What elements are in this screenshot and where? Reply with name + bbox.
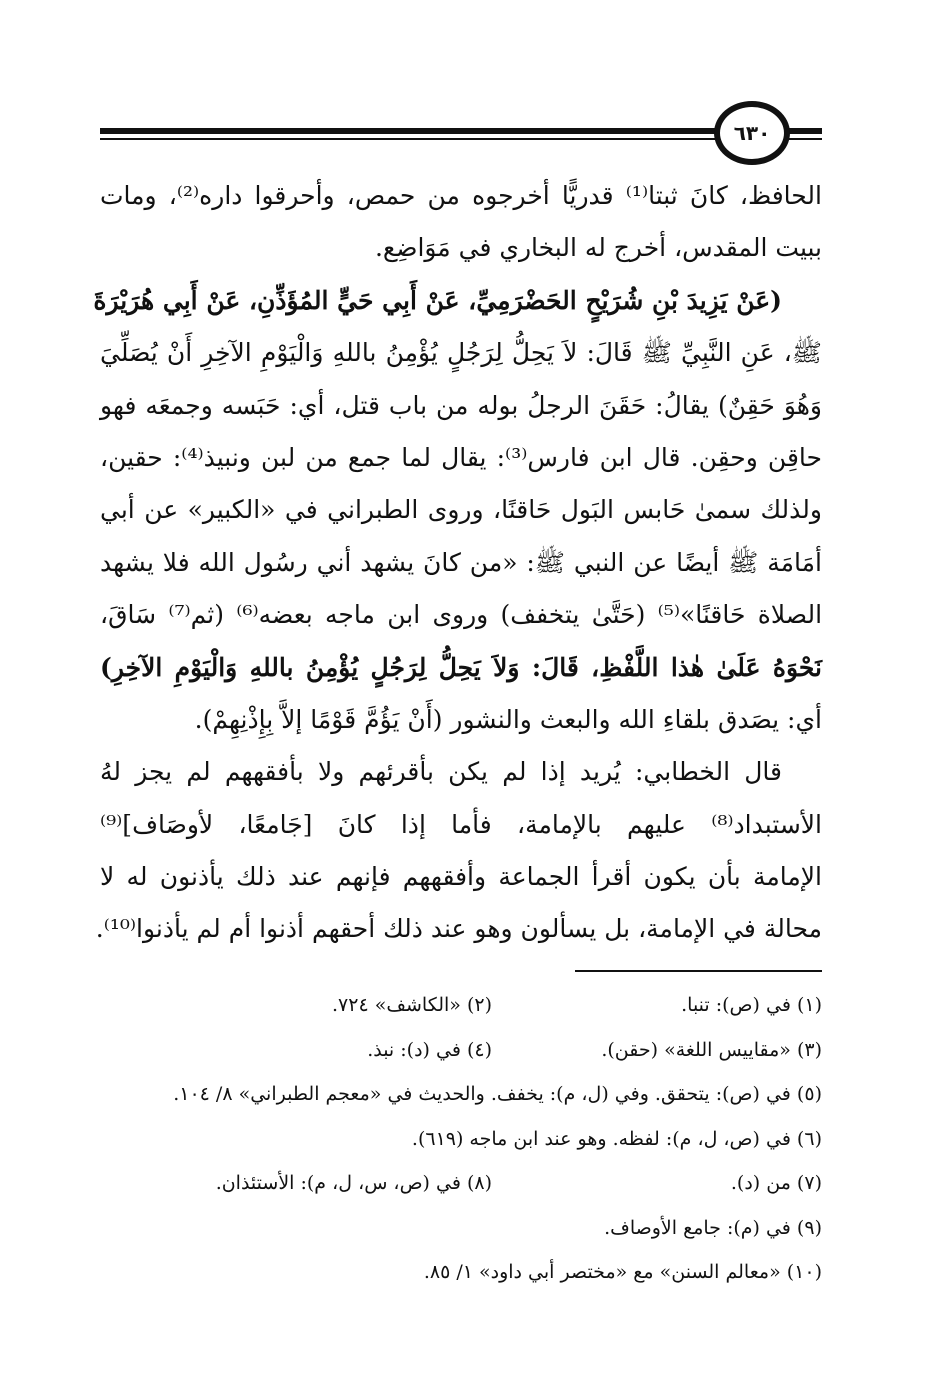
footnote: (٩) في (م): جامع الأوصاف. xyxy=(604,1216,822,1239)
footnote: (١) في (ص): تنبا. xyxy=(681,994,822,1016)
footnote: (٣) «مقاييس اللغة» (حقن). xyxy=(601,1038,822,1061)
footnote-row xyxy=(100,983,822,1028)
body-line: نَحْوَهُ عَلَىٰ هٰذا اللَّفْظِ، قَالَ: وَلاَ يَحِلُّ لِرَجُلٍ يُؤْمِنُ باللهِ وَالْيَوْمِ الآخِرِ) xyxy=(100,652,822,682)
footnotes xyxy=(100,983,822,1295)
footnote-row xyxy=(100,1206,822,1251)
body-line: وَهُوَ حَقِنٌ) يقالُ: حَقَنَ الرجلُ بوله من باب قتل، أي: حَبَسه وجمعَه فهو xyxy=(100,390,822,420)
body-line: محالة في الإمامة، بل يسألون وهو عند ذلك أحقهم أذنوا أم لم يأذنوا⁽¹⁰⁾. xyxy=(95,914,822,944)
footnote: (٦) في (ص، ل، م): لفظه. وهو عند ابن ماجه (٦١٩). xyxy=(411,1127,822,1150)
body-line: ﷺ، عَنِ النَّبِيِّ ﷺ قَالَ: لاَ يَحِلُّ لِرَجُلٍ يُؤْمِنُ باللهِ وَالْيَوْمِ الآخِرِ أَنْ يُصَلِّيَ xyxy=(100,338,822,368)
footnote-row xyxy=(100,1117,822,1162)
body-line: حاقِن وحقِن. قال ابن فارس⁽³⁾: يقال لما جمع من لبن ونبيذ⁽⁴⁾: حقين، xyxy=(100,442,822,472)
footnote-row xyxy=(100,1072,822,1117)
body-line: أمَامَة ﷺ أيضًا عن النبي ﷺ: «من كانَ يشهد أني رسُول الله فلا يشهد xyxy=(100,547,822,577)
footnote-row xyxy=(100,1028,822,1073)
body-line: قال الخطابي: يُريد إذا لم يكن بأقرئهم ولا بأفقههم لم يجز لهُ xyxy=(100,757,782,787)
body-line: ولذلك سمىٰ حَابس البَول حَاقنًا، وروى الطبراني في «الكبير» عن أبي xyxy=(100,495,822,525)
body-line: أي: يصَدق بلقاءِ الله والبعث والنشور (أَنْ يَؤُمَّ قَوْمًا إلاَّ بِإِذْنِهِمْ). xyxy=(194,704,822,734)
body-text xyxy=(93,170,823,956)
footnote: (١٠) «معالم السنن» مع «مختصر أبي داود» ١/ ٨٥. xyxy=(423,1261,822,1283)
footnote: (٥) في (ص): يتحقق. وفي (ل، م): يخفف. والحديث في «معجم الطبراني» ٨/ ١٠٤. xyxy=(173,1083,822,1105)
body-line: (عَنْ يَزِيدَ بْنِ شُرَيْحٍ الحَضْرَمِيِّ، عَنْ أَبِي حَيٍّ المُؤَذِّنِ، عَنْ أَبِي هُرَيْرَةَ xyxy=(93,285,782,315)
body-line: الحافظ، كانَ ثبتا⁽¹⁾ قدريًّا أخرجوه من حمص، وأحرقوا داره⁽²⁾، ومات xyxy=(100,181,822,210)
body-line: الإمامة بأن يكون أقرأ الجماعة وأفقههم فإنهم عند ذلك يأذنون له لا xyxy=(100,862,822,892)
footnote: (٧) من (د). xyxy=(730,1172,822,1194)
body-line: الأستبداد⁽⁸⁾ عليهم بالإمامة، فأما إذا كانَ [جَامعًا، لأوصَاف]⁽⁹⁾ xyxy=(100,809,822,839)
footnote: (٨) في (ص، س، ل، م): الأستئذان. xyxy=(215,1172,492,1194)
body-line: الصلاة حَاقنًا»⁽⁵⁾ (حَتَّىٰ يتخفف) وروى ابن ماجه بعضه⁽⁶⁾ (ثم⁽⁷⁾ سَاقَ، xyxy=(100,600,823,630)
footnote-row xyxy=(100,1250,822,1295)
footnote: (٢) «الكاشف» ٧٢٤. xyxy=(332,994,492,1016)
footnote: (٤) في (د): نبذ. xyxy=(367,1038,492,1061)
body-line: ببيت المقدس، أخرج له البخاري في مَوَاضِع. xyxy=(374,233,822,263)
footnote-row xyxy=(100,1161,822,1206)
page-number: ٦٣٠ xyxy=(714,101,790,165)
footnote-separator xyxy=(575,970,822,972)
